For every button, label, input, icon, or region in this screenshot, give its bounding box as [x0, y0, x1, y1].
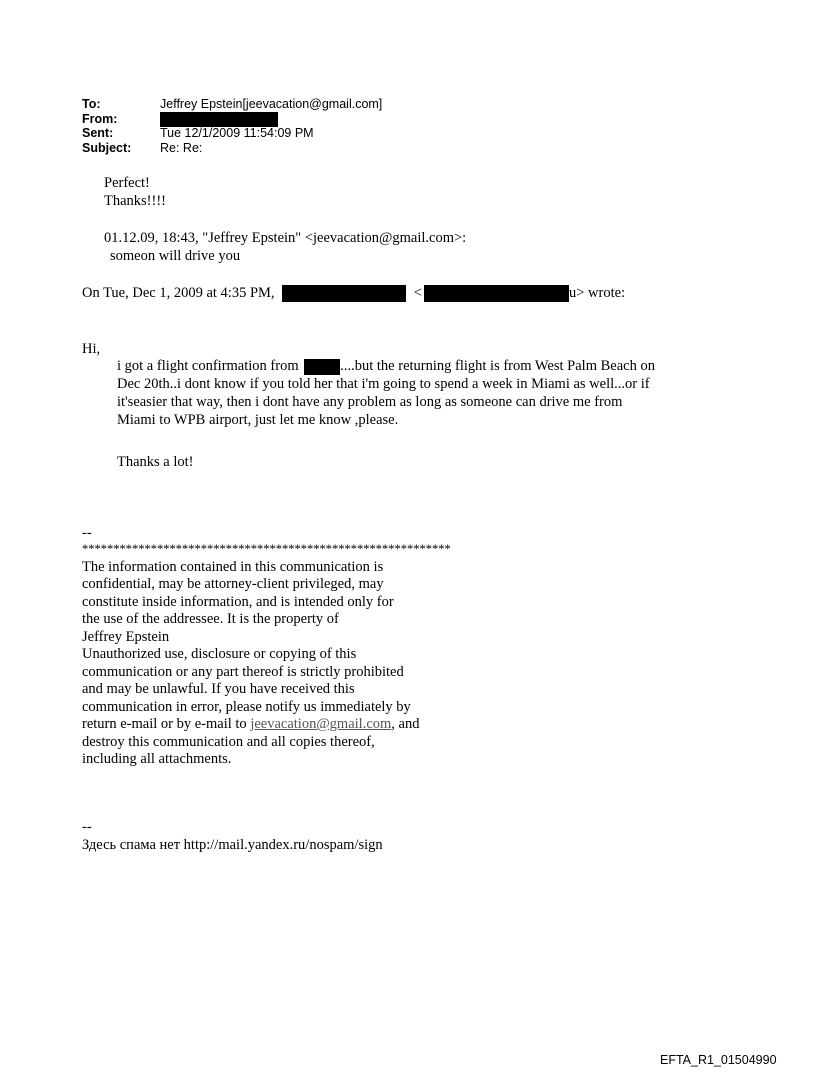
quote-two-attribution [82, 284, 625, 302]
disclaimer-text: , and [391, 716, 420, 732]
subject-value: Re: Re: [160, 140, 203, 155]
disclaimer-line: The information contained in this communication is [82, 558, 384, 575]
disclaimer-line: confidential, may be attorney-client privileged, may [82, 576, 384, 592]
signature-dashes: -- [82, 819, 92, 835]
quote-text: someon will drive you [110, 248, 241, 264]
attribution-suffix: > wrote: [576, 285, 626, 301]
message-body [117, 357, 655, 429]
from-label: From: [82, 111, 118, 126]
name-redaction [304, 359, 340, 375]
separator-dashes: -- [82, 525, 92, 541]
message-text: ....but the returning flight is from West Palm Beach on [340, 358, 655, 374]
disclaimer-line: communication in error, please notify us immediately by [82, 698, 411, 715]
quote-attribution: 01.12.09, 18:43, "Jeffrey Epstein" <jeevacation@gmail.com>: [104, 230, 467, 246]
signature [82, 818, 383, 854]
to-label: To: [82, 97, 101, 111]
signature-text: Здесь спама нет http://mail.yandex.ru/nospam/sign [82, 837, 383, 853]
disclaimer-line: Unauthorized use, disclosure or copying of this [82, 646, 357, 662]
to-value: Jeffrey Epstein[jeevacation@gmail.com] [160, 97, 383, 111]
message-line: Dec 20th..i dont know if you told her that i'm going to spend a week in Miami as well...or if [117, 376, 650, 392]
email-link[interactable]: jeevacation@gmail.com [250, 716, 392, 732]
sent-row [82, 126, 382, 141]
message-thanks: Thanks a lot! [117, 454, 194, 470]
disclaimer-line: constitute inside information, and is intended only for [82, 593, 394, 610]
email-header [82, 97, 382, 155]
document-id: EFTA_R1_01504990 [660, 1053, 777, 1067]
message-greeting: Hi, [82, 341, 101, 357]
sender-name-redaction [282, 285, 406, 302]
to-row [82, 97, 382, 112]
message-line: it'seasier that way, then i dont have any problem as long as someone can drive me from [117, 394, 623, 410]
disclaimer [82, 525, 451, 769]
disclaimer-line: and may be unlawful. If you have received this [82, 681, 355, 697]
message-line [117, 357, 655, 375]
reply-line: Perfect! [104, 175, 150, 191]
separator-stars: *********************************************************** [82, 541, 451, 556]
reply-body [104, 174, 166, 210]
attribution-prefix: On Tue, Dec 1, 2009 at 4:35 PM, [82, 285, 275, 301]
disclaimer-line: communication or any part thereof is strictly prohibited [82, 663, 404, 680]
disclaimer-line: including all attachments. [82, 751, 232, 767]
from-row [82, 112, 382, 127]
disclaimer-line [82, 716, 451, 734]
disclaimer-line: Jeffrey Epstein [82, 628, 170, 645]
subject-label: Subject: [82, 140, 132, 155]
disclaimer-line: destroy this communication and all copies thereof, [82, 733, 375, 750]
reply-line: Thanks!!!! [104, 193, 167, 209]
sent-value: Tue 12/1/2009 11:54:09 PM [160, 126, 314, 140]
disclaimer-line: the use of the addressee. It is the property of [82, 611, 339, 627]
email-tail: u [568, 285, 577, 301]
subject-row [82, 141, 382, 156]
less-than: < [413, 285, 422, 301]
message-text: i got a flight confirmation from [117, 358, 299, 374]
from-redaction [160, 112, 278, 127]
disclaimer-text: return e-mail or by e-mail to [82, 716, 247, 732]
quote-one [104, 229, 466, 265]
sent-label: Sent: [82, 126, 114, 140]
message-line: Miami to WPB airport, just let me know ,please. [117, 412, 399, 428]
sender-email-redaction [424, 285, 569, 302]
